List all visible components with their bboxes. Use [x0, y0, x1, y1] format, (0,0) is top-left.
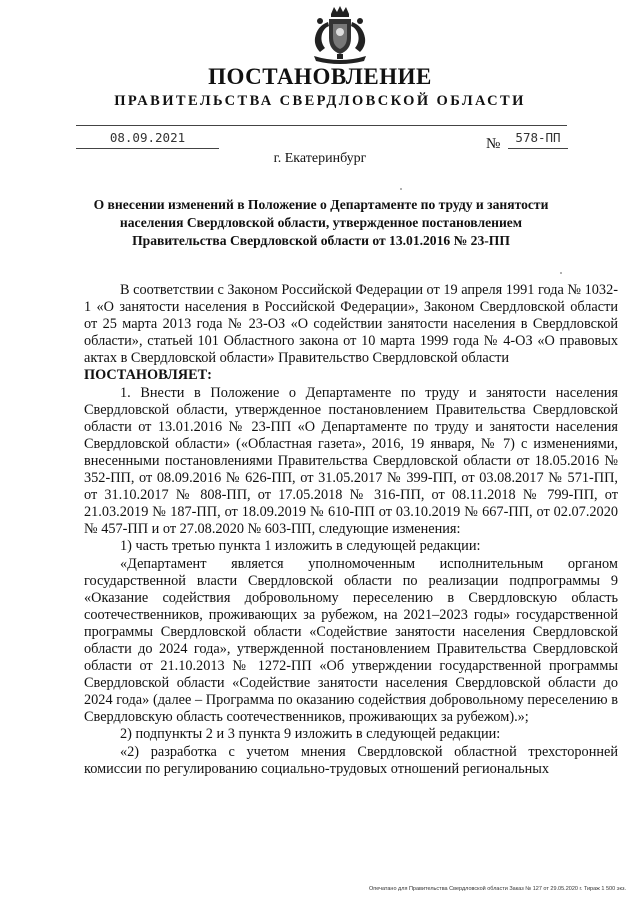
date-underline	[76, 148, 219, 149]
paragraph-preamble: В соответствии с Законом Российской Федерации от 19 апреля 1991 года № 1032-1 «О занятости населения в Российской Федерации», Законом Свердловской области от 25 марта 2013 года № 23-ОЗ «О содействии занятости населения в Свердловской области», статьей 101 Областного закона от 10 марта 1999 года № 4-ОЗ «О правовых актах в Свердловской области» Правительство Свердловской области	[84, 282, 618, 367]
page-subtitle: ПРАВИТЕЛЬСТВА СВЕРДЛОВСКОЙ ОБЛАСТИ	[114, 93, 526, 109]
number-sign: №	[486, 136, 501, 152]
document-title: О внесении изменений в Положение о Департаменте по труду и занятости населения Свердловской области, утвержденное постановлением Правительства Свердловской области от 13.01.2016 № 23-ПП	[93, 197, 549, 248]
scan-speck	[400, 188, 402, 190]
city-label: г. Екатеринбург	[273, 151, 367, 166]
number-underline	[508, 148, 568, 149]
paragraph-subitem-2: 2) подпункты 2 и 3 пункта 9 изложить в следующей редакции:	[120, 726, 501, 743]
document-date: 08.09.2021	[109, 130, 186, 145]
paragraph-quote-1: «Департамент является уполномоченным исполнительным органом государственной власти Свердловской области по реализации подпрограммы 9 «Оказание содействия добровольному переселению в Свердловскую область соотечественников, проживающих за рубежом, на 2021–2023 годы» государственной программы Свердловской области «Содействие занятости населения Свердловской области до 2024 года», утвержденной постановлением Правительства Свердловской области от 21.10.2013 № 1272-ПП «Об утверждении государственной программы Свердловской области «Содействие занятости населения Свердловской области до 2024 года» (далее – Программа по оказанию содействия добровольному переселению в Свердловскую область соотечественников, проживающих за рубежом).»;	[84, 555, 618, 726]
paragraph-item-1: 1. Внести в Положение о Департаменте по труду и занятости населения Свердловской области, утвержденное постановлением Правительства Свердловской области от 13.01.2016 № 23-ПП «О Департаменте по труду и занятости населения Свердловской области» («Областная газета», 2016, 19 января, № 7) с изменениями, внесенными постановлениями Правительства Свердловской области от 18.05.2016 № 352-ПП, от 08.09.2016 № 626-ПП, от 31.05.2017 № 399-ПП, от 03.08.2017 № 571-ПП, от 31.10.2017 № 808-ПП, от 17.05.2018 № 316-ПП, от 08.11.2018 № 799-ПП, от 21.03.2019 № 187-ПП, от 18.09.2019 № 610-ПП от 03.10.2019 № 667-ПП, от 02.07.2020 № 457-ПП и от 27.08.2020 № 603-ПП, следующие изменения:	[84, 384, 618, 538]
paragraph-subitem-1: 1) часть третью пункта 1 изложить в следующей редакции:	[120, 538, 481, 555]
coat-of-arms-icon	[300, 4, 380, 66]
scan-speck	[560, 272, 562, 274]
paragraph-quote-2: «2) разработка с учетом мнения Свердловской областной трехсторонней комиссии по регулированию социально-трудовых отношений региональных	[84, 743, 618, 777]
footer-imprint: Опечатано для Правительства Свердловской области Заказ № 127 от 29.05.2020 г. Тираж 1 500 экз.	[368, 886, 626, 892]
page-title: ПОСТАНОВЛЕНИЕ	[208, 64, 432, 89]
decree-heading: ПОСТАНОВЛЯЕТ:	[84, 367, 212, 384]
header-divider	[76, 125, 567, 126]
document-body	[84, 282, 618, 778]
document-number: 578-ПП	[515, 130, 561, 145]
